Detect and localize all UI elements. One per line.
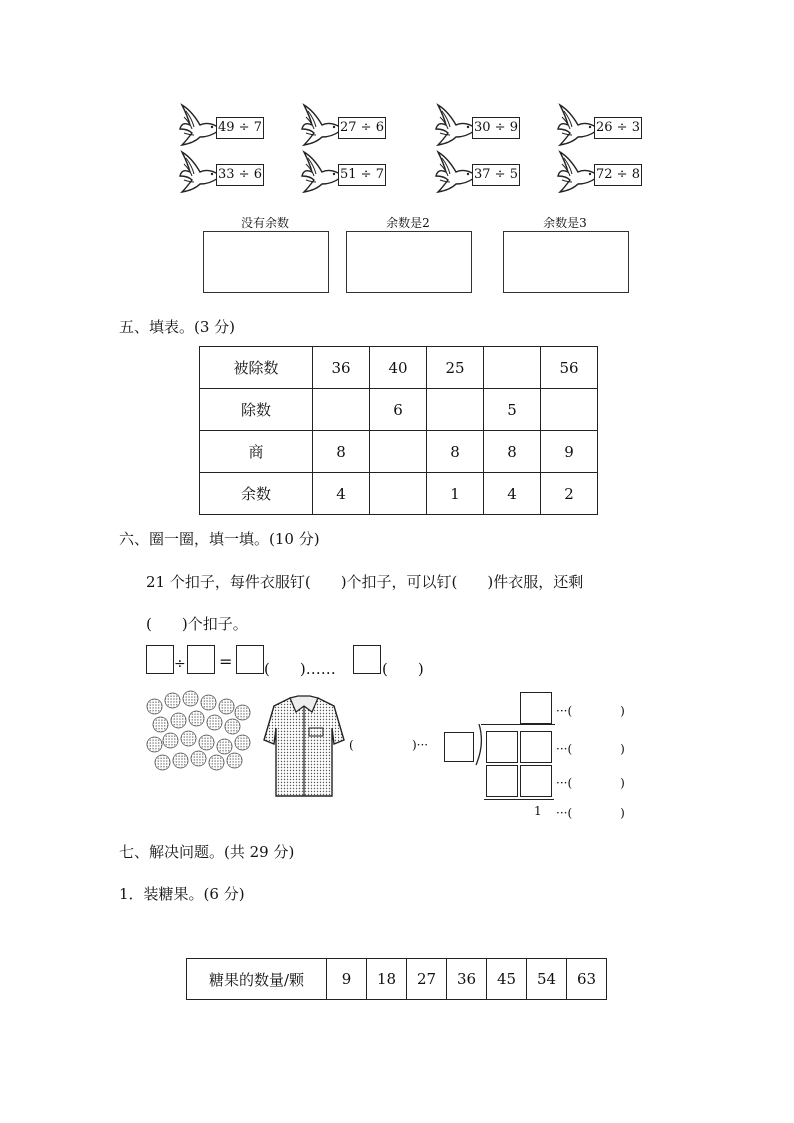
row-header: 商 — [200, 431, 313, 473]
shirts-paren-open: ( — [349, 738, 354, 752]
ld-remainder: 1 — [534, 804, 542, 818]
table-cell[interactable] — [370, 473, 427, 515]
table-row — [200, 389, 598, 431]
bird-problem[interactable] — [434, 103, 534, 147]
dove-icon — [300, 150, 342, 194]
division-bar — [481, 724, 555, 725]
button-icon — [172, 752, 189, 769]
division-table — [199, 346, 598, 515]
table-cell: 1 — [427, 473, 484, 515]
table-cell: 6 — [370, 389, 427, 431]
button-problem-line-2: ( )个扣子。 — [146, 615, 248, 633]
button-icon — [208, 754, 225, 771]
table-cell: 56 — [541, 347, 598, 389]
button-icon — [226, 752, 243, 769]
bird-problem[interactable] — [556, 103, 656, 147]
ld-label-remainder: ···( ) — [556, 806, 625, 820]
quotient-box[interactable] — [236, 645, 264, 674]
sort-box-label-remainder-2: 余数是2 — [386, 216, 430, 230]
sort-box-remainder-3[interactable] — [503, 231, 629, 293]
table-cell: 8 — [427, 431, 484, 473]
button-icon — [200, 694, 217, 711]
ld-label-dividend: ···( ) — [556, 742, 625, 756]
table-cell[interactable] — [541, 389, 598, 431]
table-cell[interactable] — [313, 389, 370, 431]
candy-table — [186, 958, 607, 1000]
division-expression: 30 ÷ 9 — [472, 117, 520, 139]
remainder-box[interactable] — [353, 645, 381, 674]
ld-dividend-tens-box[interactable] — [486, 731, 518, 763]
candy-table-header: 糖果的数量/颗 — [187, 959, 327, 1000]
table-cell: 9 — [541, 431, 598, 473]
equals-sign: = — [219, 652, 233, 671]
ld-dividend-ones-box[interactable] — [520, 731, 552, 763]
table-cell: 25 — [427, 347, 484, 389]
candy-count-cell: 45 — [487, 959, 527, 1000]
button-problem-line-1: 21 个扣子，每件衣服钉( )个扣子，可以钉( )件衣服，还剩 — [146, 573, 584, 591]
dividend-box[interactable] — [146, 645, 174, 674]
table-cell: 4 — [313, 473, 370, 515]
quotient-unit-blank: ( )…… — [264, 660, 336, 678]
section-5-heading: 五、填表。(3 分) — [119, 318, 236, 336]
button-icon — [218, 698, 235, 715]
section-7-heading: 七、解决问题。(共 29 分) — [119, 843, 295, 861]
candy-count-cell: 18 — [367, 959, 407, 1000]
button-icon — [234, 734, 251, 751]
section-6-heading: 六、圈一圈，填一填。(10 分) — [119, 530, 320, 548]
dove-icon — [556, 103, 598, 147]
table-cell: 40 — [370, 347, 427, 389]
division-expression: 72 ÷ 8 — [594, 164, 642, 186]
bird-problem[interactable] — [178, 103, 278, 147]
candy-count-cell: 63 — [567, 959, 607, 1000]
division-bracket — [474, 722, 486, 766]
table-cell[interactable] — [370, 431, 427, 473]
divide-sign: ÷ — [174, 656, 186, 672]
candy-count-cell: 9 — [327, 959, 367, 1000]
division-expression: 37 ÷ 5 — [472, 164, 520, 186]
table-cell: 8 — [313, 431, 370, 473]
button-icon — [152, 716, 169, 733]
sort-box-label-no-remainder: 没有余数 — [240, 216, 289, 230]
button-icon — [146, 698, 163, 715]
bird-problem[interactable] — [300, 150, 400, 194]
row-header: 余数 — [200, 473, 313, 515]
button-icon — [182, 690, 199, 707]
table-row — [200, 431, 598, 473]
ld-quotient-box[interactable] — [520, 692, 552, 724]
bird-problem[interactable] — [556, 150, 656, 194]
table-cell: 5 — [484, 389, 541, 431]
table-row — [200, 473, 598, 515]
button-icon — [170, 712, 187, 729]
bird-problem[interactable] — [434, 150, 534, 194]
table-cell: 2 — [541, 473, 598, 515]
ld-label-quotient: ···( ) — [556, 704, 625, 718]
dove-icon — [434, 103, 476, 147]
button-icon — [146, 736, 163, 753]
table-cell[interactable] — [484, 347, 541, 389]
ld-product-ones-box[interactable] — [520, 765, 552, 797]
button-icon — [180, 730, 197, 747]
dove-icon — [178, 150, 220, 194]
button-icon — [188, 710, 205, 727]
dove-icon — [300, 103, 342, 147]
ld-product-tens-box[interactable] — [486, 765, 518, 797]
button-icon — [206, 714, 223, 731]
bird-problem[interactable] — [300, 103, 400, 147]
shirts-paren-close: )··· — [412, 738, 429, 752]
table-cell: 36 — [313, 347, 370, 389]
ld-divisor-box[interactable] — [444, 732, 474, 762]
table-cell: 8 — [484, 431, 541, 473]
divisor-box[interactable] — [187, 645, 215, 674]
candy-count-cell: 54 — [527, 959, 567, 1000]
sort-box-remainder-2[interactable] — [346, 231, 472, 293]
button-icon — [198, 734, 215, 751]
candy-count-cell: 36 — [447, 959, 487, 1000]
dove-icon — [178, 103, 220, 147]
ld-label-product: ···( ) — [556, 776, 625, 790]
button-icon — [162, 732, 179, 749]
question-1-title: 1．装糖果。(6 分) — [119, 885, 245, 903]
subtraction-line — [484, 799, 554, 800]
table-cell[interactable] — [427, 389, 484, 431]
division-expression: 26 ÷ 3 — [594, 117, 642, 139]
dove-icon — [556, 150, 598, 194]
sort-box-label-remainder-3: 余数是3 — [543, 216, 587, 230]
sort-box-no-remainder[interactable] — [203, 231, 329, 293]
candy-count-cell: 27 — [407, 959, 447, 1000]
remainder-unit-blank: ( ) — [382, 660, 424, 678]
button-icon — [164, 692, 181, 709]
table-row — [200, 347, 598, 389]
division-expression: 51 ÷ 7 — [338, 164, 386, 186]
table-cell: 4 — [484, 473, 541, 515]
button-icon — [190, 750, 207, 767]
bird-problem[interactable] — [178, 150, 278, 194]
row-header: 除数 — [200, 389, 313, 431]
button-icon — [154, 754, 171, 771]
shirt-icon — [262, 694, 346, 798]
row-header: 被除数 — [200, 347, 313, 389]
division-expression: 49 ÷ 7 — [216, 117, 264, 139]
dove-icon — [434, 150, 476, 194]
button-icon — [224, 718, 241, 735]
division-expression: 33 ÷ 6 — [216, 164, 264, 186]
division-expression: 27 ÷ 6 — [338, 117, 386, 139]
